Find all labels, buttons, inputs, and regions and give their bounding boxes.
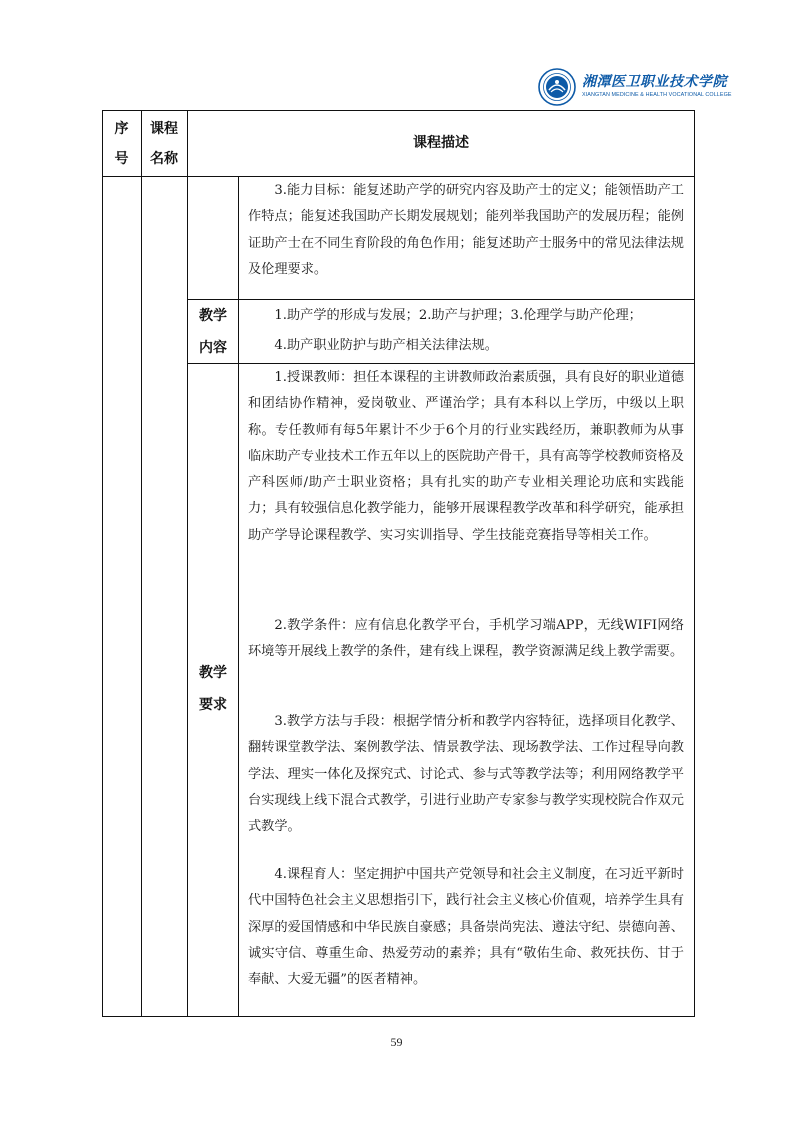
page-number: 59 — [390, 1035, 403, 1049]
content-label-line1: 教学 — [199, 308, 227, 324]
content-label — [189, 300, 237, 364]
header-course-name — [141, 117, 187, 171]
requirement-education: 4.课程育人：坚定拥护中国共产党领导和社会主义制度，在习近平新时代中国特色社会主义思想指引下，践行社会主义核心价值观，培养学生具有深厚的爱国情感和中华民族自豪感；具备崇尚宪法、遵法守纪、崇德向善、诚实守信、尊重生命、热爱劳动的素养；具有“敬佑生命、救死扶伤、甘于奉献、大爱无疆”的医者精神。 — [248, 867, 684, 988]
header-seq-line2: 号 — [114, 151, 129, 167]
college-name-en: XIANGTAN MEDICINE & HEALTH VOCATIONAL COLLEGE — [582, 92, 732, 98]
row-divider-requirements — [187, 363, 695, 364]
requirement-methods: 3.教学方法与手段：根据学情分析和教学内容特征，选择项目化教学、翻转课堂教学法、案例教学法、情景教学法、现场教学法、工作过程导向教学法、理实一体化及探究式、讨论式、参与式等教学法等；利用网络教学平台实现线上线下混合式教学，引进行业助产专家参与教学实现校院合作双元式教学。 — [248, 714, 684, 835]
col-divider-2 — [187, 110, 188, 1017]
requirements-label-line2: 要求 — [199, 697, 227, 713]
content-line-2: 4.助产职业防护与助产相关法律法规。 — [274, 338, 498, 353]
header-bottom-rule — [102, 176, 695, 177]
row-divider-content — [187, 299, 695, 300]
college-name-cn: 湘潭医卫职业技术学院 — [582, 74, 727, 90]
content-line-1: 1.助产学的形成与发展；2.助产与护理；3.伦理学与助产伦理； — [274, 308, 642, 323]
requirements-label-line1: 教学 — [199, 665, 227, 681]
ability-goal-text: 3.能力目标：能复述助产学的研究内容及助产士的定义；能领悟助产工作特点；能复述我国助产长期发展规划；能列举我国助产的发展历程；能例证助产士在不同生育阶段的角色作用；能复述助产士服务中的常见法律法规及伦理要求。 — [248, 183, 684, 277]
college-logo — [538, 68, 732, 108]
content-label-line2: 内容 — [199, 340, 227, 356]
requirement-conditions: 2.教学条件：应有信息化教学平台，手机学习端APP，无线WIFI网络环境等开展线上教学的条件，建有线上课程，教学资源满足线上教学需要。 — [248, 618, 684, 660]
college-seal-icon — [538, 68, 576, 106]
header-course-desc: 课程描述 — [413, 135, 469, 151]
header-name-line2: 名称 — [150, 151, 178, 167]
col-divider-3 — [238, 176, 239, 1017]
requirement-teacher: 1.授课教师：担任本课程的主讲教师政治素质强，具有良好的职业道德和团结协作精神，爱岗敬业、严谨治学；具有本科以上学历，中级以上职称。专任教师有每5年累计不少于6个月的行业实践经历，兼职教师为从事临床助产专业技术工作五年以上的医院助产骨干，具有高等学校教师资格及产科医师/助产士职业资格；具有扎实的助产专业相关理论功底和实践能力；具有较强信息化教学能力，能够开展课程教学改革和科学研究，能承担助产学导论课程教学、实习实训指导、学生技能竞赛指导等相关工作。 — [248, 370, 684, 543]
header-name-line1: 课程 — [150, 121, 178, 137]
header-seq-line1: 序 — [114, 121, 129, 137]
requirements-label — [189, 657, 237, 721]
header-seq — [102, 117, 141, 171]
col-divider-1 — [141, 110, 142, 1017]
